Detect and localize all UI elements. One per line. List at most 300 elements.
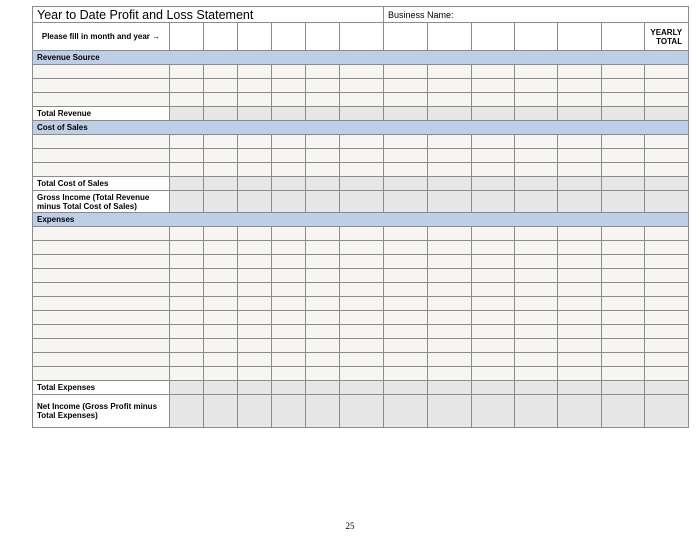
month-value-cell[interactable] [428,311,472,325]
month-value-cell[interactable] [170,297,204,311]
yearly-total-cell[interactable] [645,311,689,325]
month-value-cell[interactable] [558,381,602,395]
month-value-cell[interactable] [272,79,306,93]
month-value-cell[interactable] [384,177,428,191]
month-header-cell[interactable] [272,23,306,51]
month-value-cell[interactable] [428,163,472,177]
month-value-cell[interactable] [306,93,340,107]
yearly-total-cell[interactable] [645,149,689,163]
month-value-cell[interactable] [204,107,238,121]
month-value-cell[interactable] [384,381,428,395]
line-item-name-cell[interactable] [33,311,170,325]
month-value-cell[interactable] [602,79,645,93]
month-value-cell[interactable] [515,191,558,213]
month-value-cell[interactable] [558,149,602,163]
month-value-cell[interactable] [602,191,645,213]
month-value-cell[interactable] [602,163,645,177]
month-value-cell[interactable] [472,297,515,311]
month-value-cell[interactable] [602,149,645,163]
yearly-total-cell[interactable] [645,283,689,297]
month-value-cell[interactable] [602,297,645,311]
month-value-cell[interactable] [472,283,515,297]
month-value-cell[interactable] [170,367,204,381]
month-value-cell[interactable] [472,135,515,149]
line-item-name-cell[interactable] [33,367,170,381]
month-value-cell[interactable] [340,107,384,121]
yearly-total-cell[interactable] [645,353,689,367]
line-item-name-cell[interactable] [33,65,170,79]
month-value-cell[interactable] [428,191,472,213]
month-value-cell[interactable] [558,297,602,311]
month-value-cell[interactable] [340,149,384,163]
month-value-cell[interactable] [306,311,340,325]
month-value-cell[interactable] [515,297,558,311]
month-value-cell[interactable] [515,311,558,325]
month-value-cell[interactable] [340,367,384,381]
month-value-cell[interactable] [306,163,340,177]
month-value-cell[interactable] [515,353,558,367]
line-item-name-cell[interactable] [33,255,170,269]
month-value-cell[interactable] [238,367,272,381]
month-value-cell[interactable] [204,93,238,107]
month-value-cell[interactable] [272,367,306,381]
month-value-cell[interactable] [340,227,384,241]
month-value-cell[interactable] [170,283,204,297]
month-value-cell[interactable] [170,339,204,353]
month-value-cell[interactable] [515,381,558,395]
month-value-cell[interactable] [602,381,645,395]
month-value-cell[interactable] [306,255,340,269]
month-header-cell[interactable] [340,23,384,51]
month-value-cell[interactable] [515,255,558,269]
yearly-total-cell[interactable] [645,177,689,191]
month-value-cell[interactable] [602,269,645,283]
month-value-cell[interactable] [515,339,558,353]
yearly-total-cell[interactable] [645,191,689,213]
month-value-cell[interactable] [238,135,272,149]
month-value-cell[interactable] [272,353,306,367]
month-value-cell[interactable] [472,149,515,163]
month-value-cell[interactable] [384,353,428,367]
month-value-cell[interactable] [170,353,204,367]
month-value-cell[interactable] [238,163,272,177]
month-value-cell[interactable] [272,93,306,107]
month-value-cell[interactable] [204,163,238,177]
month-value-cell[interactable] [515,227,558,241]
month-value-cell[interactable] [515,149,558,163]
month-value-cell[interactable] [204,241,238,255]
month-value-cell[interactable] [515,283,558,297]
month-value-cell[interactable] [238,255,272,269]
month-value-cell[interactable] [384,163,428,177]
month-value-cell[interactable] [204,135,238,149]
month-value-cell[interactable] [515,367,558,381]
month-value-cell[interactable] [472,255,515,269]
month-value-cell[interactable] [170,79,204,93]
month-value-cell[interactable] [384,325,428,339]
month-value-cell[interactable] [272,65,306,79]
month-value-cell[interactable] [602,367,645,381]
line-item-name-cell[interactable] [33,269,170,283]
line-item-name-cell[interactable] [33,163,170,177]
month-value-cell[interactable] [204,149,238,163]
month-value-cell[interactable] [238,191,272,213]
month-value-cell[interactable] [384,283,428,297]
month-value-cell[interactable] [384,395,428,428]
line-item-name-cell[interactable] [33,93,170,107]
month-value-cell[interactable] [602,353,645,367]
month-value-cell[interactable] [558,339,602,353]
month-value-cell[interactable] [472,381,515,395]
month-value-cell[interactable] [558,241,602,255]
month-value-cell[interactable] [340,353,384,367]
yearly-total-cell[interactable] [645,395,689,428]
month-value-cell[interactable] [602,339,645,353]
month-header-cell[interactable] [472,23,515,51]
month-value-cell[interactable] [170,149,204,163]
month-value-cell[interactable] [428,79,472,93]
month-value-cell[interactable] [272,311,306,325]
month-value-cell[interactable] [272,241,306,255]
month-value-cell[interactable] [340,79,384,93]
month-value-cell[interactable] [204,381,238,395]
month-value-cell[interactable] [472,227,515,241]
line-item-name-cell[interactable] [33,283,170,297]
month-value-cell[interactable] [238,107,272,121]
month-value-cell[interactable] [472,339,515,353]
month-value-cell[interactable] [428,395,472,428]
month-value-cell[interactable] [238,65,272,79]
month-value-cell[interactable] [384,149,428,163]
month-value-cell[interactable] [428,93,472,107]
month-value-cell[interactable] [428,353,472,367]
month-value-cell[interactable] [428,255,472,269]
month-value-cell[interactable] [384,367,428,381]
month-value-cell[interactable] [272,395,306,428]
month-value-cell[interactable] [204,255,238,269]
month-value-cell[interactable] [472,241,515,255]
month-value-cell[interactable] [272,269,306,283]
yearly-total-cell[interactable] [645,107,689,121]
month-value-cell[interactable] [428,135,472,149]
month-value-cell[interactable] [204,227,238,241]
month-value-cell[interactable] [384,135,428,149]
month-value-cell[interactable] [170,381,204,395]
month-value-cell[interactable] [558,395,602,428]
month-value-cell[interactable] [170,255,204,269]
month-value-cell[interactable] [272,135,306,149]
month-value-cell[interactable] [558,353,602,367]
month-value-cell[interactable] [515,241,558,255]
month-value-cell[interactable] [170,395,204,428]
month-value-cell[interactable] [204,325,238,339]
month-value-cell[interactable] [204,65,238,79]
month-value-cell[interactable] [472,65,515,79]
month-value-cell[interactable] [170,325,204,339]
month-header-cell[interactable] [204,23,238,51]
month-value-cell[interactable] [384,93,428,107]
month-value-cell[interactable] [558,191,602,213]
month-value-cell[interactable] [340,381,384,395]
month-value-cell[interactable] [472,311,515,325]
month-value-cell[interactable] [306,269,340,283]
month-value-cell[interactable] [384,191,428,213]
month-value-cell[interactable] [204,177,238,191]
month-value-cell[interactable] [340,325,384,339]
month-value-cell[interactable] [238,269,272,283]
yearly-total-cell[interactable] [645,339,689,353]
month-value-cell[interactable] [340,339,384,353]
month-value-cell[interactable] [428,325,472,339]
month-value-cell[interactable] [306,325,340,339]
month-header-cell[interactable] [602,23,645,51]
month-value-cell[interactable] [306,79,340,93]
yearly-total-cell[interactable] [645,227,689,241]
month-value-cell[interactable] [272,325,306,339]
month-value-cell[interactable] [306,177,340,191]
month-value-cell[interactable] [558,65,602,79]
yearly-total-cell[interactable] [645,381,689,395]
month-value-cell[interactable] [238,395,272,428]
month-value-cell[interactable] [428,297,472,311]
month-value-cell[interactable] [602,241,645,255]
yearly-total-cell[interactable] [645,255,689,269]
month-value-cell[interactable] [204,283,238,297]
month-value-cell[interactable] [515,135,558,149]
month-value-cell[interactable] [238,283,272,297]
line-item-name-cell[interactable] [33,297,170,311]
month-value-cell[interactable] [272,163,306,177]
month-value-cell[interactable] [428,367,472,381]
month-value-cell[interactable] [602,325,645,339]
yearly-total-cell[interactable] [645,297,689,311]
month-value-cell[interactable] [472,353,515,367]
month-value-cell[interactable] [306,353,340,367]
yearly-total-cell[interactable] [645,65,689,79]
month-value-cell[interactable] [204,191,238,213]
month-value-cell[interactable] [170,241,204,255]
month-value-cell[interactable] [384,269,428,283]
month-value-cell[interactable] [472,107,515,121]
month-value-cell[interactable] [340,283,384,297]
month-value-cell[interactable] [204,353,238,367]
month-value-cell[interactable] [558,367,602,381]
month-value-cell[interactable] [602,177,645,191]
month-value-cell[interactable] [558,177,602,191]
month-header-cell[interactable] [384,23,428,51]
month-header-cell[interactable] [428,23,472,51]
month-value-cell[interactable] [238,297,272,311]
month-header-cell[interactable] [558,23,602,51]
line-item-name-cell[interactable] [33,353,170,367]
month-value-cell[interactable] [384,79,428,93]
month-value-cell[interactable] [602,395,645,428]
month-value-cell[interactable] [306,395,340,428]
month-value-cell[interactable] [340,241,384,255]
month-value-cell[interactable] [558,93,602,107]
month-value-cell[interactable] [384,297,428,311]
month-value-cell[interactable] [306,297,340,311]
month-value-cell[interactable] [306,381,340,395]
month-value-cell[interactable] [340,135,384,149]
month-value-cell[interactable] [472,177,515,191]
month-value-cell[interactable] [272,339,306,353]
month-value-cell[interactable] [472,367,515,381]
month-value-cell[interactable] [238,241,272,255]
month-value-cell[interactable] [602,135,645,149]
month-value-cell[interactable] [170,191,204,213]
month-value-cell[interactable] [472,395,515,428]
month-value-cell[interactable] [602,255,645,269]
month-value-cell[interactable] [472,325,515,339]
month-value-cell[interactable] [515,325,558,339]
month-value-cell[interactable] [384,65,428,79]
month-value-cell[interactable] [170,227,204,241]
month-header-cell[interactable] [515,23,558,51]
month-value-cell[interactable] [170,93,204,107]
month-header-cell[interactable] [170,23,204,51]
line-item-name-cell[interactable] [33,79,170,93]
line-item-name-cell[interactable] [33,339,170,353]
line-item-name-cell[interactable] [33,135,170,149]
month-value-cell[interactable] [170,65,204,79]
month-value-cell[interactable] [340,311,384,325]
month-value-cell[interactable] [170,135,204,149]
month-value-cell[interactable] [204,79,238,93]
month-value-cell[interactable] [340,297,384,311]
month-value-cell[interactable] [515,177,558,191]
month-value-cell[interactable] [384,241,428,255]
month-value-cell[interactable] [428,283,472,297]
month-value-cell[interactable] [204,339,238,353]
month-value-cell[interactable] [472,93,515,107]
month-value-cell[interactable] [306,339,340,353]
month-value-cell[interactable] [204,395,238,428]
month-value-cell[interactable] [515,65,558,79]
month-value-cell[interactable] [272,255,306,269]
month-value-cell[interactable] [558,135,602,149]
month-header-cell[interactable] [306,23,340,51]
month-value-cell[interactable] [428,241,472,255]
month-value-cell[interactable] [428,65,472,79]
month-value-cell[interactable] [558,269,602,283]
month-value-cell[interactable] [272,191,306,213]
month-value-cell[interactable] [472,191,515,213]
month-value-cell[interactable] [204,311,238,325]
month-value-cell[interactable] [558,255,602,269]
month-value-cell[interactable] [272,177,306,191]
month-value-cell[interactable] [238,79,272,93]
month-value-cell[interactable] [515,395,558,428]
month-value-cell[interactable] [384,227,428,241]
month-value-cell[interactable] [306,241,340,255]
month-value-cell[interactable] [272,149,306,163]
month-value-cell[interactable] [272,227,306,241]
month-value-cell[interactable] [558,79,602,93]
month-value-cell[interactable] [558,107,602,121]
month-value-cell[interactable] [384,255,428,269]
month-value-cell[interactable] [340,65,384,79]
month-value-cell[interactable] [238,311,272,325]
month-value-cell[interactable] [306,65,340,79]
month-value-cell[interactable] [340,191,384,213]
month-value-cell[interactable] [170,177,204,191]
month-value-cell[interactable] [340,395,384,428]
month-value-cell[interactable] [306,149,340,163]
yearly-total-cell[interactable] [645,135,689,149]
line-item-name-cell[interactable] [33,149,170,163]
month-value-cell[interactable] [170,107,204,121]
month-value-cell[interactable] [602,107,645,121]
yearly-total-cell[interactable] [645,79,689,93]
yearly-total-cell[interactable] [645,93,689,107]
line-item-name-cell[interactable] [33,227,170,241]
month-value-cell[interactable] [515,163,558,177]
month-value-cell[interactable] [306,367,340,381]
month-value-cell[interactable] [170,311,204,325]
month-value-cell[interactable] [428,227,472,241]
month-value-cell[interactable] [428,107,472,121]
month-value-cell[interactable] [428,339,472,353]
month-header-cell[interactable] [238,23,272,51]
month-value-cell[interactable] [472,163,515,177]
month-value-cell[interactable] [272,297,306,311]
month-value-cell[interactable] [306,135,340,149]
month-value-cell[interactable] [306,107,340,121]
month-value-cell[interactable] [340,269,384,283]
yearly-total-cell[interactable] [645,367,689,381]
month-value-cell[interactable] [340,177,384,191]
month-value-cell[interactable] [238,325,272,339]
month-value-cell[interactable] [204,367,238,381]
month-value-cell[interactable] [238,339,272,353]
yearly-total-cell[interactable] [645,241,689,255]
month-value-cell[interactable] [515,79,558,93]
business-name-field[interactable]: Business Name: [384,7,689,23]
month-value-cell[interactable] [602,227,645,241]
month-value-cell[interactable] [558,283,602,297]
month-value-cell[interactable] [204,297,238,311]
month-value-cell[interactable] [428,177,472,191]
month-value-cell[interactable] [306,227,340,241]
line-item-name-cell[interactable] [33,241,170,255]
month-value-cell[interactable] [515,93,558,107]
month-value-cell[interactable] [602,93,645,107]
month-value-cell[interactable] [428,381,472,395]
month-value-cell[interactable] [170,269,204,283]
month-value-cell[interactable] [602,65,645,79]
month-value-cell[interactable] [428,269,472,283]
line-item-name-cell[interactable] [33,325,170,339]
month-value-cell[interactable] [428,149,472,163]
month-value-cell[interactable] [384,311,428,325]
month-value-cell[interactable] [472,269,515,283]
month-value-cell[interactable] [472,79,515,93]
month-value-cell[interactable] [238,149,272,163]
month-value-cell[interactable] [238,381,272,395]
month-value-cell[interactable] [306,283,340,297]
month-value-cell[interactable] [204,269,238,283]
month-value-cell[interactable] [272,381,306,395]
month-value-cell[interactable] [515,107,558,121]
month-value-cell[interactable] [602,311,645,325]
month-value-cell[interactable] [558,163,602,177]
month-value-cell[interactable] [306,191,340,213]
month-value-cell[interactable] [558,227,602,241]
month-value-cell[interactable] [602,283,645,297]
yearly-total-cell[interactable] [645,325,689,339]
month-value-cell[interactable] [558,325,602,339]
